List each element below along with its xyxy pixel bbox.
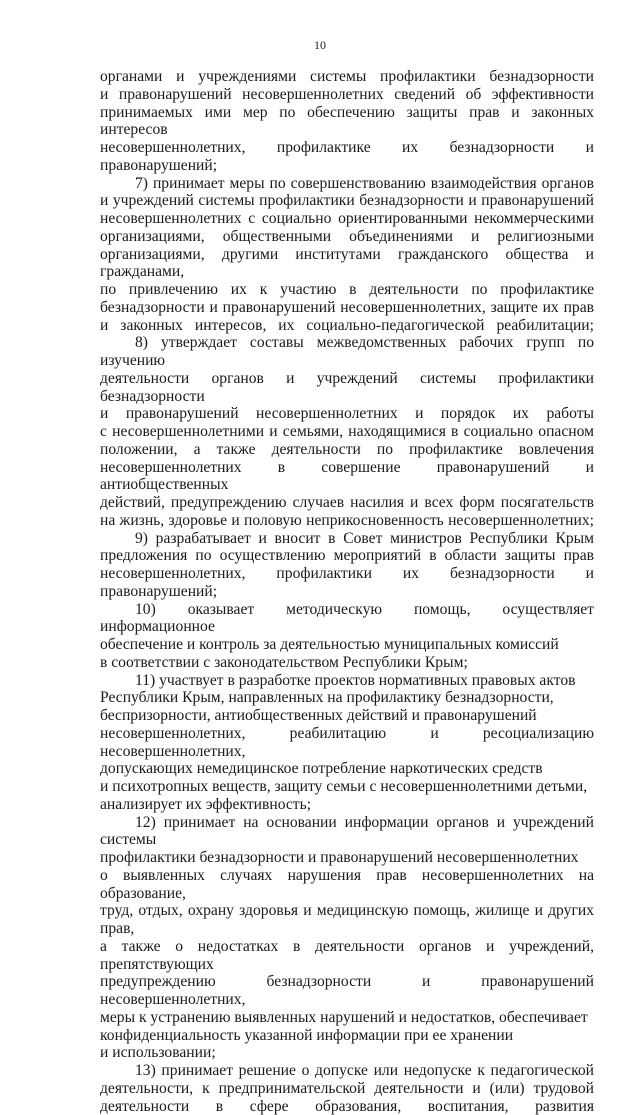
list-item-12: 12) принимает на основании информации органов и учреждений системы профилактики безнадзорности и правонарушений несовершеннолетних о выявленных случаях нарушения прав несовершеннолетних на образование, труд, отдых, охрану здоровья и медицинскую помощь, жилище и других прав, а также о недостатках в деятельности органов и учреждений, препятствующих предупреждению безнадзорности и правонарушений несовершеннолетних, меры к устранению выявленных нарушений и недостатков, обеспечивает конфиденциальность указанной информации при ее хранении и использовании; (100, 813, 594, 1062)
list-item-7: 7) принимает меры по совершенствованию взаимодействия органов и учреждений системы профилактики безнадзорности и правонарушений несовершеннолетних с социально ориентированными некоммерческими организациями, общественными объединениями и религиозными организациями, другими институтами гражданского общества и гражданами, по привлечению их к участию в деятельности по профилактике безнадзорности и правонарушений несовершеннолетних, защите их прав и законных интересов, их социально-педагогической реабилитации; (100, 174, 594, 334)
page-number: 10 (314, 38, 326, 52)
list-item-8: 8) утверждает составы межведомственных рабочих групп по изучению деятельности органов и учреждений системы профилактики безнадзорности и правонарушений несовершеннолетних и порядок их работы с несовершеннолетними и семьями, находящимися в социально опасном положении, а также деятельности по профилактике вовлечения несовершеннолетних в совершение правонарушений и антиобщественных действий, предупреждению случаев насилия и всех форм посягательств на жизнь, здоровье и половую неприкосновенность несовершеннолетних; (100, 334, 594, 529)
list-item-11: 11) участвует в разработке проектов нормативных правовых актов Республики Крым, направленных на профилактику безнадзорности, беспризорности, антиобщественных действий и правонарушений несовершеннолетних, реабилитацию и ресоциализацию несовершеннолетних, допускающих немедицинское потребление наркотических средств и психотропных веществ, защиту семьи с несовершеннолетними детьми, анализирует их эффективность; (100, 671, 594, 813)
list-item-10: 10) оказывает методическую помощь, осуществляет информационное обеспечение и контроль за деятельностью муниципальных комиссий в соответствии с законодательством Республики Крым; (100, 600, 594, 671)
list-item-9: 9) разрабатывает и вносит в Совет министров Республики Крым предложения по осуществлению мероприятий в области защиты прав несовершеннолетних, профилактики их безнадзорности и правонарушений; (100, 529, 594, 600)
list-item-13: 13) принимает решение о допуске или недопуске к педагогической деятельности, к предпринимательской деятельности и (или) трудовой деятельности в сфере образования, воспитания, развития (100, 1062, 594, 1115)
paragraph-continuation: органами и учреждениями системы профилактики безнадзорности и правонарушений несовершеннолетних сведений об эффективности принимаемых ими мер по обеспечению защиты прав и законных интересов несовершеннолетних, профилактике их безнадзорности и правонарушений; (100, 68, 594, 174)
document-body (100, 68, 594, 1115)
